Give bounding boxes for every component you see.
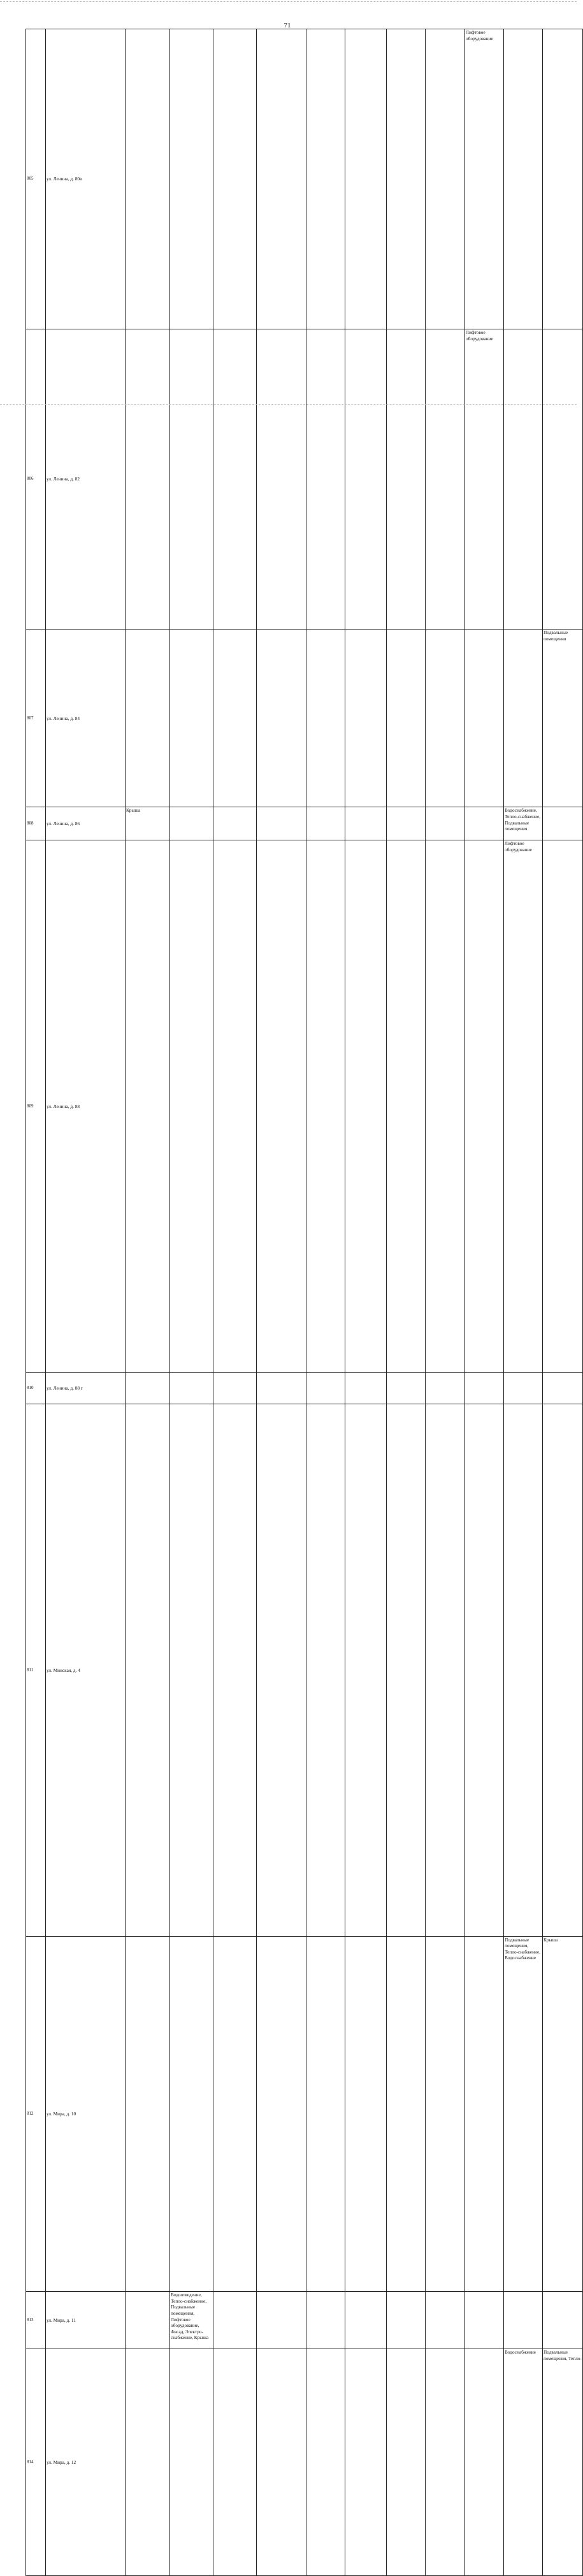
work-cell xyxy=(306,2349,345,2576)
row-number: 805 xyxy=(26,29,46,329)
work-cell: Крыша xyxy=(126,807,170,840)
work-cell xyxy=(345,1373,387,1404)
work-cell xyxy=(126,630,170,807)
work-cell xyxy=(257,1404,306,1937)
work-cell xyxy=(387,29,426,329)
work-cell xyxy=(257,1373,306,1404)
table-row xyxy=(26,840,583,1373)
work-cell xyxy=(543,2292,583,2349)
table-row xyxy=(26,2292,583,2349)
work-cell xyxy=(387,1373,426,1404)
work-cell: Водоснабжение, Тепло-снабжение, Подвальные помещения xyxy=(504,807,543,840)
work-cell xyxy=(426,2292,465,2349)
row-number: 812 xyxy=(26,1936,46,2291)
work-cell xyxy=(213,1404,257,1937)
work-cell xyxy=(345,840,387,1373)
work-cell xyxy=(387,2292,426,2349)
page-number: 71 xyxy=(284,22,291,29)
work-cell xyxy=(504,29,543,329)
work-cell xyxy=(306,29,345,329)
work-cell xyxy=(170,1373,213,1404)
work-cell xyxy=(387,807,426,840)
work-cell xyxy=(345,2292,387,2349)
work-cell xyxy=(465,840,504,1373)
work-cell xyxy=(170,807,213,840)
work-cell xyxy=(426,807,465,840)
work-cell xyxy=(257,2292,306,2349)
work-cell xyxy=(387,840,426,1373)
row-number: 811 xyxy=(26,1404,46,1937)
work-cell xyxy=(306,329,345,630)
work-cell xyxy=(213,2292,257,2349)
work-cell xyxy=(306,840,345,1373)
row-number: 814 xyxy=(26,2349,46,2576)
work-cell xyxy=(387,1404,426,1937)
work-cell xyxy=(213,329,257,630)
row-number: 806 xyxy=(26,329,46,630)
work-cell xyxy=(426,29,465,329)
row-number: 808 xyxy=(26,807,46,840)
row-number: 807 xyxy=(26,630,46,807)
work-cell xyxy=(465,1404,504,1937)
work-cell xyxy=(345,807,387,840)
work-cell: Лифтовое оборудование xyxy=(465,29,504,329)
work-cell xyxy=(126,329,170,630)
work-cell xyxy=(543,807,583,840)
work-cell xyxy=(257,1936,306,2291)
work-cell xyxy=(257,807,306,840)
work-cell xyxy=(387,1936,426,2291)
work-cell xyxy=(465,630,504,807)
work-cell xyxy=(213,840,257,1373)
work-cell xyxy=(345,1936,387,2291)
work-cell xyxy=(213,2349,257,2576)
scan-edge-top xyxy=(0,1,577,3)
work-cell xyxy=(126,840,170,1373)
work-cell xyxy=(345,1404,387,1937)
work-cell xyxy=(213,1936,257,2291)
work-cell xyxy=(504,2292,543,2349)
table-row xyxy=(26,2349,583,2576)
work-cell xyxy=(345,29,387,329)
work-cell xyxy=(504,1373,543,1404)
work-cell xyxy=(465,1373,504,1404)
work-cell xyxy=(257,630,306,807)
address-cell: ул. Мира, д. 10 xyxy=(46,1936,126,2291)
work-cell xyxy=(306,1373,345,1404)
work-cell: Водоснабжение xyxy=(504,2349,543,2576)
work-cell xyxy=(345,630,387,807)
address-cell: ул. Ленина, д. 82 xyxy=(46,329,126,630)
work-cell: Подвальные помещения, Тепло-снабжение, Водоснабжение xyxy=(504,1936,543,2291)
work-cell xyxy=(426,840,465,1373)
work-cell xyxy=(504,630,543,807)
scan-edge-bottom xyxy=(0,404,577,406)
address-cell: ул. Мира, д. 12 xyxy=(46,2349,126,2576)
work-cell xyxy=(426,630,465,807)
work-cell xyxy=(306,630,345,807)
work-cell xyxy=(213,1373,257,1404)
address-cell: ул. Ленина, д. 84 xyxy=(46,630,126,807)
work-cell xyxy=(426,2349,465,2576)
work-cell xyxy=(213,807,257,840)
work-cell: Лифтовое оборудование xyxy=(465,329,504,630)
work-cell: Подвальные помещения, Тепло- xyxy=(543,2349,583,2576)
work-cell xyxy=(543,1404,583,1937)
work-cell xyxy=(306,2292,345,2349)
address-cell: ул. Ленина, д. 88 г xyxy=(46,1373,126,1404)
work-cell xyxy=(126,1404,170,1937)
work-cell xyxy=(257,2349,306,2576)
address-cell: ул. Ленина, д. 88 xyxy=(46,840,126,1373)
work-cell xyxy=(504,1404,543,1937)
work-cell xyxy=(257,29,306,329)
address-cell: ул. Ленина, д. 86 xyxy=(46,807,126,840)
work-cell: Лифтовое оборудование xyxy=(504,840,543,1373)
work-cell xyxy=(170,840,213,1373)
work-cell xyxy=(426,1936,465,2291)
work-cell: Водоотведение, Тепло-снабжение, Подвальные помещения, Лифтовое оборудование, Фасад, Электро-снабжение, Крыша xyxy=(170,2292,213,2349)
work-cell xyxy=(126,2292,170,2349)
work-cell xyxy=(543,840,583,1373)
work-cell: Крыша xyxy=(543,1936,583,2291)
table-row xyxy=(26,329,583,630)
work-cell: Подвальные помещения xyxy=(543,630,583,807)
work-cell xyxy=(213,29,257,329)
work-cell xyxy=(543,29,583,329)
row-number: 809 xyxy=(26,840,46,1373)
table-row xyxy=(26,1936,583,2291)
work-cell xyxy=(306,1936,345,2291)
table-row xyxy=(26,807,583,840)
work-cell xyxy=(306,807,345,840)
work-cell xyxy=(170,2349,213,2576)
register-table xyxy=(25,29,583,2576)
address-cell: ул. Минская, д. 4 xyxy=(46,1404,126,1937)
work-cell xyxy=(345,2349,387,2576)
work-cell xyxy=(257,840,306,1373)
table-row xyxy=(26,1373,583,1404)
work-cell xyxy=(306,1404,345,1937)
work-cell xyxy=(126,29,170,329)
work-cell xyxy=(387,2349,426,2576)
work-cell xyxy=(504,329,543,630)
work-cell xyxy=(126,1373,170,1404)
work-cell xyxy=(426,329,465,630)
work-cell xyxy=(465,2292,504,2349)
address-cell: ул. Мира, д. 11 xyxy=(46,2292,126,2349)
work-cell xyxy=(257,329,306,630)
table-row xyxy=(26,29,583,329)
work-cell xyxy=(126,2349,170,2576)
table-row xyxy=(26,1404,583,1937)
work-cell xyxy=(170,29,213,329)
work-cell xyxy=(543,329,583,630)
work-cell xyxy=(170,329,213,630)
row-number: 813 xyxy=(26,2292,46,2349)
work-cell xyxy=(126,1936,170,2291)
work-cell xyxy=(387,329,426,630)
row-number: 810 xyxy=(26,1373,46,1404)
table-row xyxy=(26,630,583,807)
work-cell xyxy=(465,2349,504,2576)
work-cell xyxy=(170,1404,213,1937)
work-cell xyxy=(465,1936,504,2291)
work-cell xyxy=(213,630,257,807)
work-cell xyxy=(426,1373,465,1404)
work-cell xyxy=(387,630,426,807)
work-cell xyxy=(465,807,504,840)
work-cell xyxy=(543,1373,583,1404)
work-cell xyxy=(345,329,387,630)
work-cell xyxy=(170,1936,213,2291)
work-cell xyxy=(170,630,213,807)
work-cell xyxy=(426,1404,465,1937)
address-cell: ул. Ленина, д. 80в xyxy=(46,29,126,329)
